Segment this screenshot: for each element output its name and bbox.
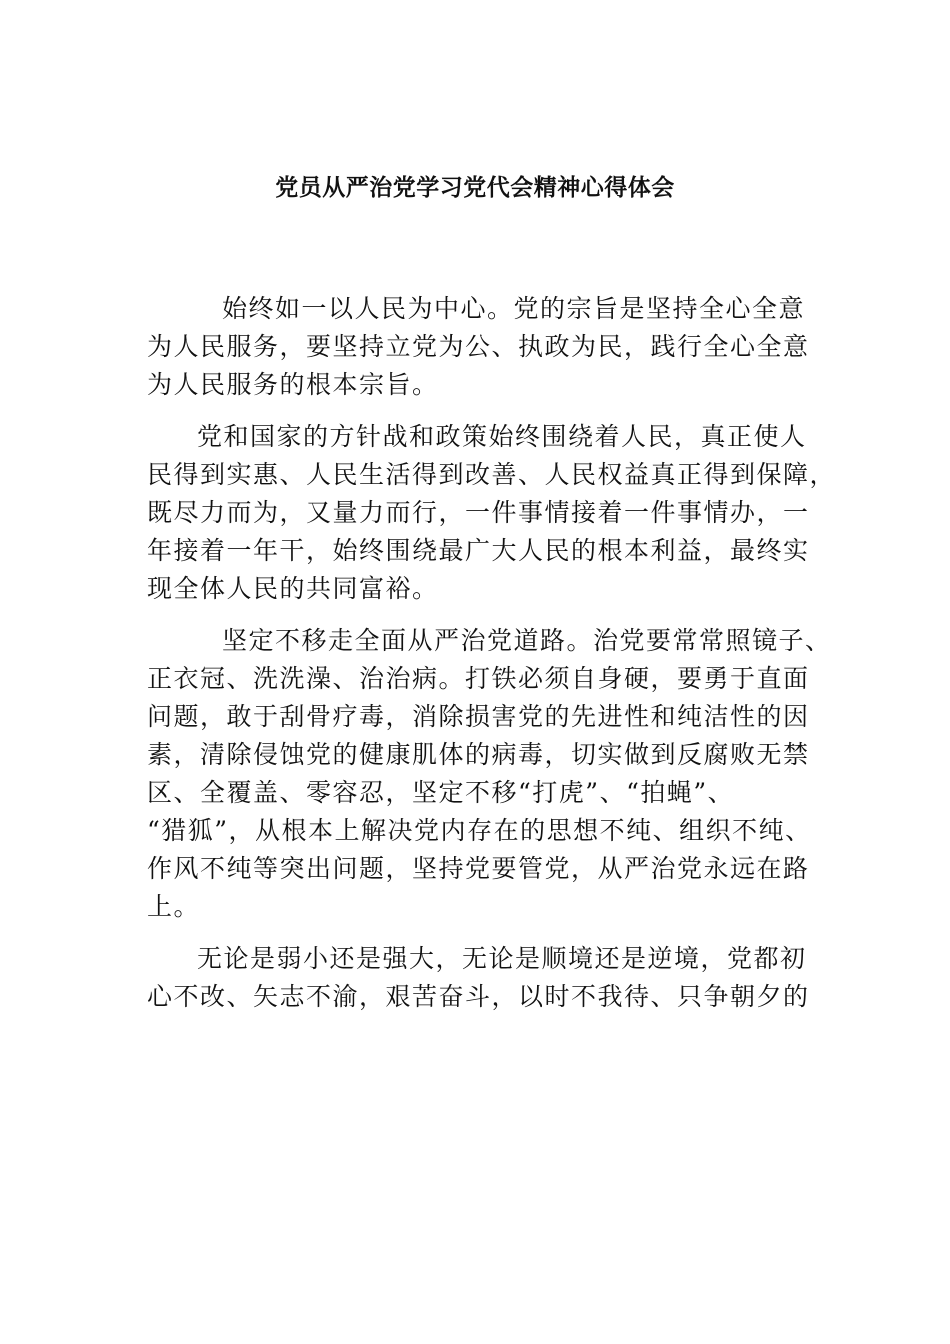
paragraph-line: 坚定不移走全面从严治党道路。治党要常常照镜子、	[222, 626, 832, 655]
paragraph-line: 现全体人民的共同富裕。	[147, 574, 439, 603]
paragraph-line: 上。	[147, 892, 201, 921]
paragraph-line: 素，清除侵蚀党的健康肌体的病毒，切实做到反腐败无禁	[147, 740, 810, 769]
paragraph-1	[147, 290, 810, 404]
paragraph-line: 心不改、矢志不渝，艰苦奋斗，以时不我待、只争朝夕的	[147, 982, 810, 1011]
paragraph-line: 作风不纯等突出问题，坚持党要管党，从严治党永远在路	[147, 854, 810, 883]
paragraph-line: 年接着一年干，始终围绕最广大人民的根本利益，最终实	[147, 536, 810, 565]
paragraph-line: 正衣冠、洗洗澡、治治病。打铁必须自身硬，要勇于直面	[147, 664, 810, 693]
paragraph-2	[147, 418, 837, 608]
paragraph-4	[147, 940, 810, 1016]
document-title: 党员从严治党学习党代会精神心得体会	[275, 175, 675, 201]
paragraph-3	[147, 622, 832, 926]
paragraph-line: 为人民服务，要坚持立党为公、执政为民，践行全心全意	[147, 332, 810, 361]
document-body	[147, 290, 837, 1030]
paragraph-line: 区、全覆盖、零容忍，坚定不移“打虎”、“拍蝇”、	[147, 778, 735, 807]
paragraph-line: 始终如一以人民为中心。党的宗旨是坚持全心全意	[222, 294, 806, 323]
paragraph-line: 既尽力而为，又量力而行，一件事情接着一件事情办，一	[147, 498, 810, 527]
paragraph-line: “猎狐”，从根本上解决党内存在的思想不纯、组织不纯、	[147, 816, 812, 845]
paragraph-line: 民得到实惠、人民生活得到改善、人民权益真正得到保障，	[147, 460, 837, 489]
paragraph-line: 无论是弱小还是强大，无论是顺境还是逆境，党都初	[197, 944, 807, 973]
paragraph-line: 问题，敢于刮骨疗毒，消除损害党的先进性和纯洁性的因	[147, 702, 810, 731]
paragraph-line: 为人民服务的根本宗旨。	[147, 370, 439, 399]
paragraph-line: 党和国家的方针战和政策始终围绕着人民，真正使人	[197, 422, 807, 451]
